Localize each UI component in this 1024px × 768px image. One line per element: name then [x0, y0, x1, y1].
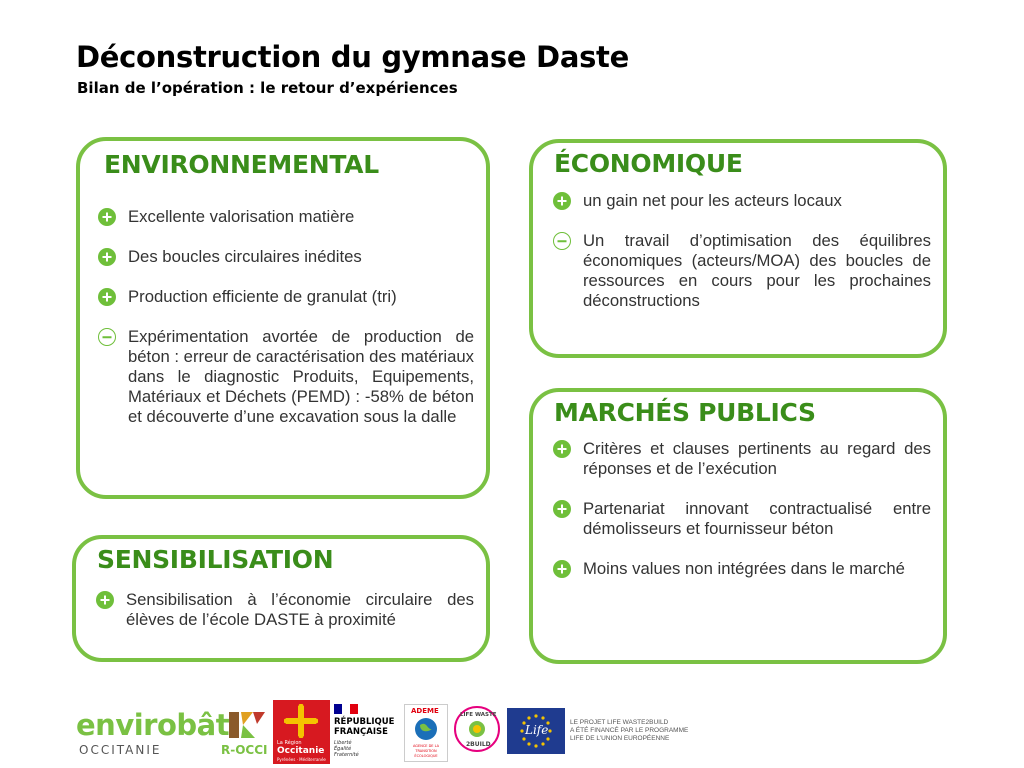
republique-francaise-logo	[333, 704, 397, 764]
page-subtitle: Bilan de l’opération : le retour d’expériences	[77, 79, 458, 97]
item-text: Partenariat innovant contractualisé entre démolisseurs et fournisseur béton	[583, 499, 931, 538]
plus-icon	[553, 192, 571, 210]
item-text: un gain net pour les acteurs locaux	[583, 191, 842, 210]
plus-icon	[553, 560, 571, 578]
region-occitanie-logo	[273, 700, 330, 764]
ademe-name: ADEME	[411, 707, 439, 715]
section-environnemental	[76, 137, 490, 499]
funding-line2: A ÉTÉ FINANCÉ PAR LE PROGRAMME	[570, 727, 689, 734]
footer-logos	[0, 700, 1024, 768]
minus-icon	[98, 328, 116, 346]
item-text: Excellente valorisation matière	[128, 207, 355, 226]
occitanie-line1: La Région	[277, 740, 302, 746]
republique-line2: FRANÇAISE	[334, 727, 388, 737]
plus-icon	[98, 208, 116, 226]
section-marches-publics	[529, 388, 947, 664]
plus-icon	[553, 500, 571, 518]
occitanie-line3: Pyrénées · Méditerranée	[277, 757, 326, 762]
list-item	[553, 559, 931, 579]
occitan-cross-icon	[284, 704, 318, 738]
section-title: ENVIRONNEMENTAL	[104, 150, 379, 179]
item-text: Des boucles circulaires inédites	[128, 247, 362, 266]
item-text: Un travail d’optimisation des équilibres économiques (acteurs/MOA) des boucles de ressources en cours pour les prochaines déconstructions	[583, 231, 931, 310]
funding-line3: LIFE DE L’UNION EUROPÉENNE	[570, 735, 670, 742]
item-list	[96, 590, 474, 630]
item-text: Sensibilisation à l’économie circulaire des élèves de l’école DASTE à proximité	[126, 590, 474, 629]
list-item	[553, 191, 931, 211]
item-text: Expérimentation avortée de production de béton : erreur de caractérisation des matériaux dans le diagnostic Produits, Equipements, Matériaux et Déchets (PEMD) : -58% de béton et découverte d’une excavation sous la dalle	[128, 327, 474, 426]
list-item	[98, 287, 474, 307]
envirobat-logo	[76, 708, 230, 758]
eu-life-name: Life	[525, 723, 549, 737]
list-item	[98, 327, 474, 427]
list-item	[98, 247, 474, 267]
ademe-logo	[404, 704, 448, 762]
item-list	[553, 439, 931, 579]
life-waste-line2: 2BUILD	[466, 741, 491, 748]
section-economique	[529, 139, 947, 358]
section-title: SENSIBILISATION	[97, 545, 334, 574]
list-item	[96, 590, 474, 630]
republique-motto2: Égalité	[334, 746, 352, 752]
section-title: MARCHÉS PUBLICS	[554, 398, 816, 427]
life-waste2build-logo	[453, 703, 501, 761]
republique-motto3: Fraternité	[334, 752, 359, 758]
envirobat-region: OCCITANIE	[79, 743, 162, 757]
item-list	[553, 191, 931, 311]
rocci-text: R-OCCI	[221, 743, 268, 757]
republique-line1: RÉPUBLIQUE	[334, 717, 395, 727]
occitanie-line2: Occitanie	[277, 746, 325, 756]
republique-motto1: Liberté	[334, 740, 352, 746]
marianne-flag-icon	[334, 704, 358, 714]
plus-icon	[98, 288, 116, 306]
page-title: Déconstruction du gymnase Daste	[76, 40, 629, 74]
life-waste-line1: LIFE WASTE	[460, 712, 497, 718]
section-title: ÉCONOMIQUE	[554, 149, 743, 178]
plus-icon	[96, 591, 114, 609]
item-text: Critères et clauses pertinents au regard des réponses et de l’exécution	[583, 439, 931, 478]
globe-icon	[414, 717, 438, 741]
envirobat-name: envirobât	[76, 708, 230, 742]
list-item	[98, 207, 474, 227]
rocci-icon	[229, 710, 265, 740]
ademe-sub: AGENCE DE LA TRANSITION ÉCOLOGIQUE	[412, 744, 440, 758]
plus-icon	[98, 248, 116, 266]
section-sensibilisation	[72, 535, 490, 662]
item-text: Production efficiente de granulat (tri)	[128, 287, 397, 306]
item-list	[98, 207, 474, 427]
list-item	[553, 231, 931, 311]
eu-life-logo	[507, 708, 565, 754]
funding-notice	[570, 719, 770, 743]
minus-icon	[553, 232, 571, 250]
list-item	[553, 499, 931, 539]
plus-icon	[553, 440, 571, 458]
funding-line1: LE PROJET LIFE WASTE2BUILD	[570, 719, 669, 726]
rocci-logo	[221, 710, 273, 760]
item-text: Moins values non intégrées dans le marché	[583, 559, 905, 578]
list-item	[553, 439, 931, 479]
